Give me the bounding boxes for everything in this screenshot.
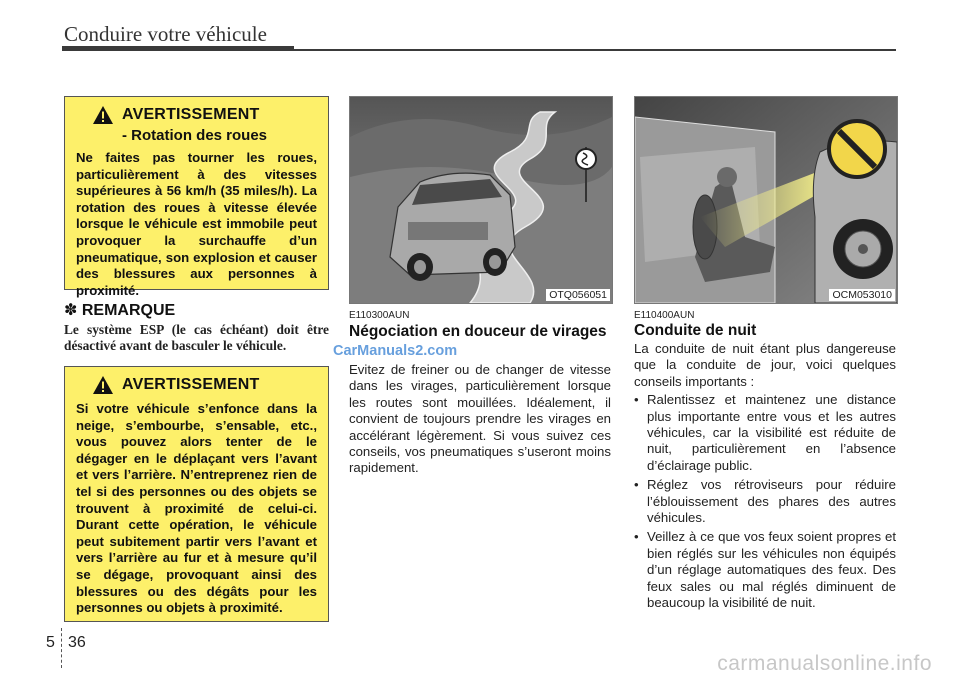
warning-text: Si votre véhicule s’enfonce dans la neige, s’embourbe, s’ensable, etc., vous pouvez alors tenter de le dégager en le déplaçant vers l’avant et vers l’arrière. N’entreprenez rien de tel si des personnes ou des objets se trouvent à proximité de celui-ci. Durant cette opération, le véhicule peut subitement partir vers l’avant et vers l’arrière au fur et à mesure qu’il se dégage, provoquant ainsi des blessures ou des dégâts pour les personnes ou objets à proximité. bbox=[76, 401, 317, 616]
image-code-label: OTQ056051 bbox=[546, 289, 610, 301]
warning-subtitle: - Rotation des roues bbox=[122, 127, 268, 144]
warning-triangle-icon bbox=[92, 375, 114, 395]
list-item: • Réglez vos rétroviseurs pour réduire l’éblouissement des phares des autres véhicules. bbox=[634, 477, 896, 526]
footer-site-link[interactable]: carmanualsonline.info bbox=[717, 652, 932, 675]
header-rule-thick bbox=[62, 46, 294, 51]
night-driving-illustration bbox=[635, 97, 897, 303]
warning-box-stuck-vehicle bbox=[64, 366, 329, 622]
list-item: • Veillez à ce que vos feux soient propres et bien réglés sur les véhicules non équipés d’un réglage automatiques des feux. Des feux sales ou mal réglés diminuent de beaucoup la visibilité de nuit. bbox=[634, 529, 896, 611]
paragraph: Evitez de freiner ou de changer de vitesse dans les virages, particulièrement lorsque les routes sont mouillées. Idéalement, il convient de toujours prendre les virages en accélérant légèrement. Si vous suivez ces conseils, vos pneumatiques s’useront moins rapidement. bbox=[349, 362, 611, 476]
header-rule-thin bbox=[294, 49, 896, 51]
warning-box-wheel-spin bbox=[64, 96, 329, 298]
section-title-night: Conduite de nuit bbox=[634, 322, 757, 339]
remark-text: Le système ESP (le cas échéant) doit être désactivé avant de basculer le véhicule. bbox=[64, 322, 329, 353]
illustration-night-glare bbox=[634, 96, 898, 304]
tips-list bbox=[634, 392, 896, 611]
page-header-title: Conduire votre véhicule bbox=[64, 22, 267, 46]
section-code: E110400AUN bbox=[634, 310, 695, 321]
paragraph-intro: La conduite de nuit étant plus dangereuse que la conduite de jour, voici quelques conseils importants : bbox=[634, 341, 896, 389]
list-item: • Ralentissez et maintenez une distance plus importante entre vous et les autres véhicules, car la visibilité est réduite de nuit, particulièrement en l’absence d’éclairage public. bbox=[634, 392, 896, 474]
watermark-link[interactable]: CarManuals2.com bbox=[333, 343, 458, 359]
remark-title: ✽ REMARQUE bbox=[64, 302, 176, 319]
illustration-curvy-road bbox=[349, 96, 613, 304]
warning-triangle-icon bbox=[92, 105, 114, 125]
image-code-label: OCM053010 bbox=[829, 289, 895, 301]
section-number: 5 bbox=[46, 634, 55, 651]
section-body-curves bbox=[349, 362, 611, 477]
warning-title: AVERTISSEMENT bbox=[122, 106, 260, 123]
page-divider bbox=[61, 628, 63, 668]
section-code: E110300AUN bbox=[349, 310, 410, 321]
page-number: 36 bbox=[68, 634, 86, 651]
curvy-road-illustration bbox=[350, 97, 612, 303]
warning-text: Ne faites pas tourner les roues, particulièrement à des vitesses supérieures à 56 km/h (35 miles/h). La rotation des roues à vitesse élevée lorsque le véhicule est immobile peut provoquer la surchauffe d’un pneumatique, son explosion et causer des blessures aux personnes à proximité. bbox=[76, 150, 317, 298]
section-body-night bbox=[634, 341, 896, 615]
section-title-curves: Négociation en douceur de virages bbox=[349, 323, 607, 340]
warning-title: AVERTISSEMENT bbox=[122, 376, 260, 393]
